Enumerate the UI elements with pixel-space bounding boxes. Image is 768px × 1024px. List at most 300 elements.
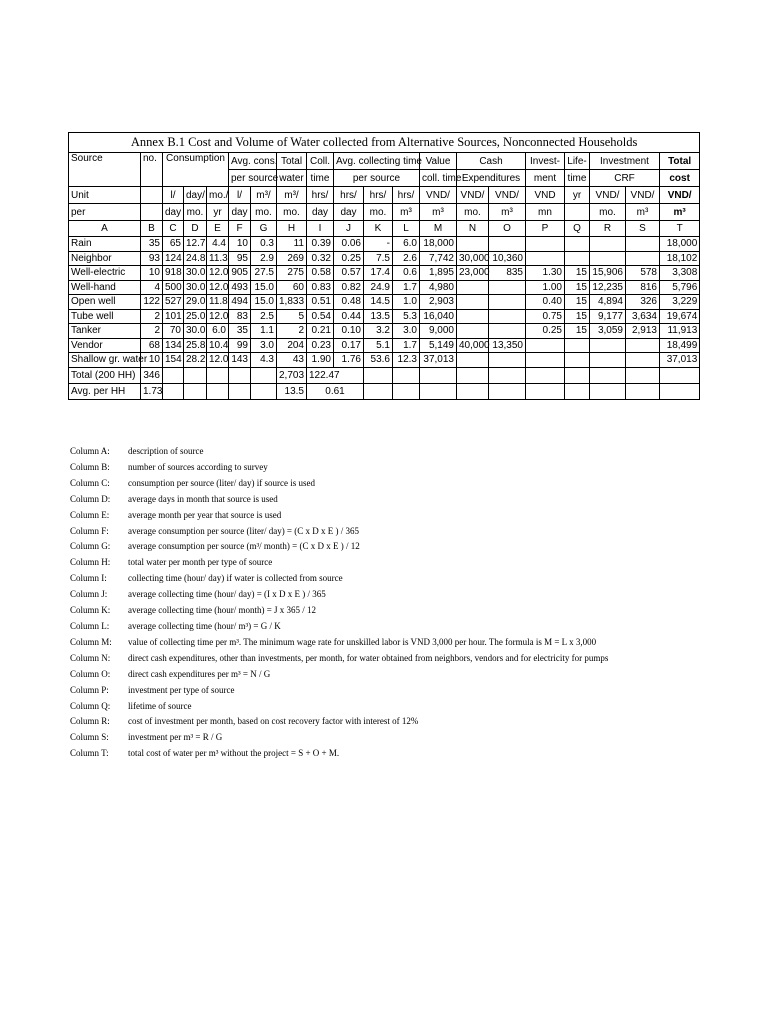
table-cell: 70 xyxy=(163,324,184,339)
table-cell: 0.06 xyxy=(334,237,364,252)
table-cell: 7.5 xyxy=(364,251,393,266)
table-cell xyxy=(489,237,526,252)
table-cell xyxy=(626,251,660,266)
table-cell: 35 xyxy=(229,324,251,339)
total-row xyxy=(69,367,700,383)
table-cell xyxy=(526,251,565,266)
table-cell: 1.1 xyxy=(251,324,277,339)
note-column-key: Column C: xyxy=(70,477,110,488)
table-cell: 1.00 xyxy=(526,280,565,295)
column-letters xyxy=(69,221,700,237)
per-cell: yr xyxy=(207,204,229,221)
table-cell xyxy=(457,237,489,252)
table-row xyxy=(69,309,700,324)
table-cell xyxy=(457,353,489,368)
table-cell xyxy=(565,353,590,368)
note-column-key: Column D: xyxy=(70,493,111,504)
table-cell: 3,634 xyxy=(626,309,660,324)
table-cell: 527 xyxy=(163,295,184,310)
note-column-key: Column P: xyxy=(70,684,109,695)
table-cell: 5,796 xyxy=(660,280,700,295)
table-cell xyxy=(590,251,626,266)
table-cell: 0.10 xyxy=(334,324,364,339)
column-letter: L xyxy=(393,221,420,237)
data-rows xyxy=(69,237,700,368)
column-letter: C xyxy=(163,221,184,237)
column-letter: B xyxy=(141,221,163,237)
table-cell: 134 xyxy=(163,338,184,353)
table-row xyxy=(69,324,700,339)
column-note xyxy=(70,476,608,492)
table-cell: 9,177 xyxy=(590,309,626,324)
row-source-label: Neighbor xyxy=(69,251,141,266)
table-cell: 30,000 xyxy=(457,251,489,266)
table-cell: 4,894 xyxy=(590,295,626,310)
table-cell xyxy=(457,280,489,295)
column-note xyxy=(70,619,608,635)
note-description: average consumption per source (liter/ day) = (C x D x E ) / 365 xyxy=(128,525,360,536)
column-note xyxy=(70,603,608,619)
column-letter: M xyxy=(420,221,457,237)
column-note xyxy=(70,587,608,603)
table-cell: 275 xyxy=(277,266,307,281)
table-row xyxy=(69,338,700,353)
note-description: consumption per source (liter/ day) if source is used xyxy=(128,477,315,488)
table-cell: 12.0 xyxy=(207,280,229,295)
table-cell: 99 xyxy=(229,338,251,353)
table-cell: 12.7 xyxy=(184,237,207,252)
column-note xyxy=(70,714,608,730)
table-cell: 0.6 xyxy=(393,266,420,281)
cost-volume-table xyxy=(68,132,700,400)
note-column-key: Column F: xyxy=(70,525,109,536)
unit-cell: hrs/ xyxy=(364,187,393,204)
unit-cell: l/ xyxy=(163,187,184,204)
column-letter: I xyxy=(307,221,334,237)
per-cell: day xyxy=(229,204,251,221)
table-cell: 1.7 xyxy=(393,280,420,295)
table-cell: 10 xyxy=(229,237,251,252)
table-cell: 35 xyxy=(141,237,163,252)
note-column-key: Column E: xyxy=(70,509,110,520)
note-column-key: Column M: xyxy=(70,636,112,647)
table-cell xyxy=(489,309,526,324)
header-source: Source xyxy=(69,153,141,187)
table-cell: 24.9 xyxy=(364,280,393,295)
per-cell: day xyxy=(163,204,184,221)
unit-cell: hrs/ xyxy=(307,187,334,204)
table-cell: 11.3 xyxy=(207,251,229,266)
table-cell: 2.6 xyxy=(393,251,420,266)
table-cell: 905 xyxy=(229,266,251,281)
table-cell: 0.23 xyxy=(307,338,334,353)
table-cell: 15 xyxy=(565,295,590,310)
table-cell xyxy=(565,237,590,252)
table-cell: 0.83 xyxy=(307,280,334,295)
unit-cell: VND/ xyxy=(457,187,489,204)
avg-row xyxy=(69,383,700,399)
table-cell: 30.0 xyxy=(184,324,207,339)
note-description: average collecting time (hour/ month) = J x 365 / 12 xyxy=(128,605,317,616)
table-cell: 5.1 xyxy=(364,338,393,353)
note-description: cost of investment per month, based on cost recovery factor with interest of 12% xyxy=(128,716,419,727)
table-cell: 12.0 xyxy=(207,266,229,281)
table-cell: 15 xyxy=(565,280,590,295)
column-note xyxy=(70,571,608,587)
table-cell: 0.44 xyxy=(334,309,364,324)
table-cell: 122 xyxy=(141,295,163,310)
column-note xyxy=(70,508,608,524)
per-cell: m³ xyxy=(420,204,457,221)
note-column-key: Column N: xyxy=(70,652,111,663)
column-note xyxy=(70,444,608,460)
table-cell: 1.0 xyxy=(393,295,420,310)
table-row xyxy=(69,251,700,266)
table-cell xyxy=(457,309,489,324)
table-cell xyxy=(526,237,565,252)
table-cell: 2 xyxy=(277,324,307,339)
note-description: number of sources according to survey xyxy=(128,461,268,472)
column-letter: Q xyxy=(565,221,590,237)
table-title: Annex B.1 Cost and Volume of Water collected from Alternative Sources, Nonconnected Households xyxy=(69,133,700,153)
column-letter: K xyxy=(364,221,393,237)
note-description: lifetime of source xyxy=(128,700,192,711)
row-source-label: Rain xyxy=(69,237,141,252)
table-cell: 37,013 xyxy=(420,353,457,368)
per-cell: m³ xyxy=(626,204,660,221)
table-cell: 15 xyxy=(565,309,590,324)
header-avg-cons: Avg. cons. xyxy=(229,153,277,170)
column-note xyxy=(70,539,608,555)
table-cell: 4.3 xyxy=(251,353,277,368)
table-row xyxy=(69,295,700,310)
table-cell: 3,059 xyxy=(590,324,626,339)
note-description: average month per year that source is used xyxy=(128,509,282,520)
table-cell: 2.9 xyxy=(251,251,277,266)
table-cell: 835 xyxy=(489,266,526,281)
note-description: direct cash expenditures, other than investments, per month, for water obtained from neighbors, vendors and for electricity for pumps xyxy=(128,652,609,663)
column-note xyxy=(70,460,608,476)
unit-cell: yr xyxy=(565,187,590,204)
table-cell: 3.0 xyxy=(393,324,420,339)
table-row xyxy=(69,353,700,368)
table-cell: 5 xyxy=(277,309,307,324)
table-cell xyxy=(590,338,626,353)
header-total-water-2: water xyxy=(277,170,307,187)
table-cell: 15,906 xyxy=(590,266,626,281)
table-cell: 68 xyxy=(141,338,163,353)
note-description: collecting time (hour/ day) if water is collected from source xyxy=(128,573,343,584)
header-value-2: coll. time xyxy=(420,170,457,187)
table-cell xyxy=(489,353,526,368)
table-cell: 918 xyxy=(163,266,184,281)
letters-row xyxy=(69,221,700,237)
note-column-key: Column R: xyxy=(70,716,110,727)
header-total-cost-2: cost xyxy=(660,170,700,187)
table-cell: 1,895 xyxy=(420,266,457,281)
note-column-key: Column T: xyxy=(70,748,109,759)
table-cell: 30.0 xyxy=(184,266,207,281)
table-cell: 6.0 xyxy=(207,324,229,339)
table-cell: 0.75 xyxy=(526,309,565,324)
column-letter: T xyxy=(660,221,700,237)
header-row-1 xyxy=(69,153,700,170)
table-cell: 4.4 xyxy=(207,237,229,252)
table-cell: 1.30 xyxy=(526,266,565,281)
cost-volume-table-sheet xyxy=(68,132,699,400)
note-description: total cost of water per m³ without the project = S + O + M. xyxy=(128,748,340,759)
table-cell: 101 xyxy=(163,309,184,324)
table-cell: 0.57 xyxy=(334,266,364,281)
table-cell: 0.25 xyxy=(526,324,565,339)
table-cell xyxy=(457,295,489,310)
note-column-key: Column O: xyxy=(70,668,111,679)
table-cell: 326 xyxy=(626,295,660,310)
table-cell: 493 xyxy=(229,280,251,295)
table-cell: 2,903 xyxy=(420,295,457,310)
table-cell: 25.0 xyxy=(184,309,207,324)
table-cell: 18,102 xyxy=(660,251,700,266)
header-consumption: Consumption xyxy=(163,153,229,187)
table-cell: 154 xyxy=(163,353,184,368)
table-cell: 10 xyxy=(141,353,163,368)
note-column-key: Column I: xyxy=(70,573,107,584)
table-cell xyxy=(626,338,660,353)
per-row xyxy=(69,204,700,221)
total-water: 2,703 xyxy=(277,367,307,383)
column-letter: H xyxy=(277,221,307,237)
header-avg-collecting-time: Avg. collecting time xyxy=(334,153,420,170)
table-cell xyxy=(489,324,526,339)
table-cell: 23,000 xyxy=(457,266,489,281)
header-investment: Invest- xyxy=(526,153,565,170)
table-cell: 11 xyxy=(277,237,307,252)
table-row xyxy=(69,266,700,281)
per-cell: day xyxy=(307,204,334,221)
note-description: average consumption per source (m³/ month) = (C x D x E ) / 12 xyxy=(128,541,360,552)
column-letter: J xyxy=(334,221,364,237)
row-source-label: Tube well xyxy=(69,309,141,324)
column-note xyxy=(70,730,608,746)
table-cell: 0.82 xyxy=(334,280,364,295)
table-cell: 4 xyxy=(141,280,163,295)
table-cell: 15 xyxy=(565,324,590,339)
per-cell: mo. xyxy=(277,204,307,221)
table-cell: 15.0 xyxy=(251,280,277,295)
table-cell xyxy=(489,280,526,295)
table-cell: 25.8 xyxy=(184,338,207,353)
table-cell: 17.4 xyxy=(364,266,393,281)
note-column-key: Column J: xyxy=(70,589,108,600)
unit-cell: m³/ xyxy=(277,187,307,204)
table-cell: 0.51 xyxy=(307,295,334,310)
unit-cell: VND/ xyxy=(660,187,700,204)
unit-cell: mo./ xyxy=(207,187,229,204)
column-letter: P xyxy=(526,221,565,237)
total-label: Total (200 HH) xyxy=(69,367,141,383)
table-cell: 2 xyxy=(141,324,163,339)
table-cell: 53.6 xyxy=(364,353,393,368)
avg-label: Avg. per HH xyxy=(69,383,141,399)
header-total-cost: Total xyxy=(660,153,700,170)
table-cell: 269 xyxy=(277,251,307,266)
table-cell: 5.3 xyxy=(393,309,420,324)
table-cell: 0.17 xyxy=(334,338,364,353)
note-description: value of collecting time per m³. The minimum wage rate for unskilled labor is VND 3,000 per hour. The formula is M = L x 3,000 xyxy=(128,636,597,647)
table-cell: 3,308 xyxy=(660,266,700,281)
header-investment-crf-2: CRF xyxy=(590,170,660,187)
table-cell: - xyxy=(364,237,393,252)
total-coll-time: 122.47 xyxy=(307,367,364,383)
table-cell: 9,000 xyxy=(420,324,457,339)
table-cell xyxy=(526,353,565,368)
note-column-key: Column K: xyxy=(70,605,111,616)
note-description: average collecting time (hour/ day) = (I x D x E ) / 365 xyxy=(128,589,326,600)
table-cell: 83 xyxy=(229,309,251,324)
column-letter: N xyxy=(457,221,489,237)
table-cell: 12.0 xyxy=(207,353,229,368)
note-column-key: Column Q: xyxy=(70,700,111,711)
table-cell: 14.5 xyxy=(364,295,393,310)
table-cell: 0.32 xyxy=(307,251,334,266)
note-column-key: Column G: xyxy=(70,541,111,552)
row-source-label: Shallow gr. water xyxy=(69,353,141,368)
table-cell: 3.0 xyxy=(251,338,277,353)
row-source-label: Vendor xyxy=(69,338,141,353)
table-cell: 10 xyxy=(141,266,163,281)
table-cell: 0.21 xyxy=(307,324,334,339)
table-cell: 143 xyxy=(229,353,251,368)
table-cell xyxy=(626,237,660,252)
table-cell: 0.54 xyxy=(307,309,334,324)
unit-label: Unit xyxy=(69,187,141,204)
table-cell: 11,913 xyxy=(660,324,700,339)
row-source-label: Open well xyxy=(69,295,141,310)
table-cell xyxy=(457,324,489,339)
unit-cell: day/ xyxy=(184,187,207,204)
header-investment-crf: Investment xyxy=(590,153,660,170)
per-cell: m³ xyxy=(489,204,526,221)
column-note xyxy=(70,746,608,762)
header-cash-2: Expenditures xyxy=(457,170,526,187)
table-cell: 1.7 xyxy=(393,338,420,353)
unit-cell: VND/ xyxy=(489,187,526,204)
table-cell: 11.8 xyxy=(207,295,229,310)
note-description: average days in month that source is used xyxy=(128,493,278,504)
note-column-key: Column S: xyxy=(70,732,109,743)
table-cell: 500 xyxy=(163,280,184,295)
note-column-key: Column A: xyxy=(70,446,110,456)
unit-cell: VND/ xyxy=(590,187,626,204)
unit-cell: VND/ xyxy=(626,187,660,204)
per-cell: mn xyxy=(526,204,565,221)
table-cell: 2 xyxy=(141,309,163,324)
note-description: average collecting time (hour/ m³) = G / K xyxy=(128,620,281,631)
column-notes xyxy=(70,444,608,762)
row-source-label: Well-electric xyxy=(69,266,141,281)
per-cell: mo. xyxy=(590,204,626,221)
table-cell: 60 xyxy=(277,280,307,295)
column-letter: D xyxy=(184,221,207,237)
unit-cell: VND/ xyxy=(420,187,457,204)
table-cell: 12.3 xyxy=(393,353,420,368)
column-note xyxy=(70,555,608,571)
per-cell: m³ xyxy=(660,204,700,221)
row-source-label: Tanker xyxy=(69,324,141,339)
per-cell: m³ xyxy=(393,204,420,221)
column-letter: S xyxy=(626,221,660,237)
table-cell: 1.90 xyxy=(307,353,334,368)
table-cell: 578 xyxy=(626,266,660,281)
header-investment-2: ment xyxy=(526,170,565,187)
unit-cell: m³/ xyxy=(251,187,277,204)
column-note xyxy=(70,635,608,651)
column-note xyxy=(70,651,608,667)
header-no: no. xyxy=(141,153,163,187)
per-cell: mo. xyxy=(184,204,207,221)
table-cell: 10,360 xyxy=(489,251,526,266)
column-letter: R xyxy=(590,221,626,237)
per-cell: mo. xyxy=(364,204,393,221)
table-cell: 13,350 xyxy=(489,338,526,353)
header-avg-cons-2: per source xyxy=(229,170,277,187)
table-cell: 12.0 xyxy=(207,309,229,324)
table-cell: 0.25 xyxy=(334,251,364,266)
column-letter: A xyxy=(69,221,141,237)
header-lifetime: Life- xyxy=(565,153,590,170)
table-cell: 13.5 xyxy=(364,309,393,324)
table-cell: 37,013 xyxy=(660,353,700,368)
per-cell: mo. xyxy=(251,204,277,221)
note-description: investment per type of source xyxy=(128,684,235,695)
per-cell: mo. xyxy=(457,204,489,221)
note-description: description of source xyxy=(128,446,204,456)
table-cell: 28.2 xyxy=(184,353,207,368)
table-cell: 0.40 xyxy=(526,295,565,310)
table-cell: 4,980 xyxy=(420,280,457,295)
table-cell: 95 xyxy=(229,251,251,266)
table-cell: 19,674 xyxy=(660,309,700,324)
header-value: Value xyxy=(420,153,457,170)
per-cell xyxy=(565,204,590,221)
column-note xyxy=(70,667,608,683)
table-cell xyxy=(565,338,590,353)
table-cell: 43 xyxy=(277,353,307,368)
unit-cell: hrs/ xyxy=(393,187,420,204)
column-note xyxy=(70,699,608,715)
avg-count: 1.73 xyxy=(141,383,163,399)
unit-cell: hrs/ xyxy=(334,187,364,204)
row-source-label: Well-hand xyxy=(69,280,141,295)
table-cell xyxy=(590,353,626,368)
note-description: direct cash expenditures per m³ = N / G xyxy=(128,668,271,679)
table-cell: 24.8 xyxy=(184,251,207,266)
table-cell xyxy=(526,338,565,353)
table-cell: 2,913 xyxy=(626,324,660,339)
table-cell: 5,149 xyxy=(420,338,457,353)
note-column-key: Column B: xyxy=(70,461,110,472)
column-note xyxy=(70,492,608,508)
unit-cell: VND xyxy=(526,187,565,204)
table-cell xyxy=(590,237,626,252)
header-lifetime-2: time xyxy=(565,170,590,187)
table-cell: 1.76 xyxy=(334,353,364,368)
note-column-key: Column L: xyxy=(70,620,110,631)
table-cell: 494 xyxy=(229,295,251,310)
table-cell xyxy=(565,251,590,266)
column-letter: O xyxy=(489,221,526,237)
column-letter: G xyxy=(251,221,277,237)
